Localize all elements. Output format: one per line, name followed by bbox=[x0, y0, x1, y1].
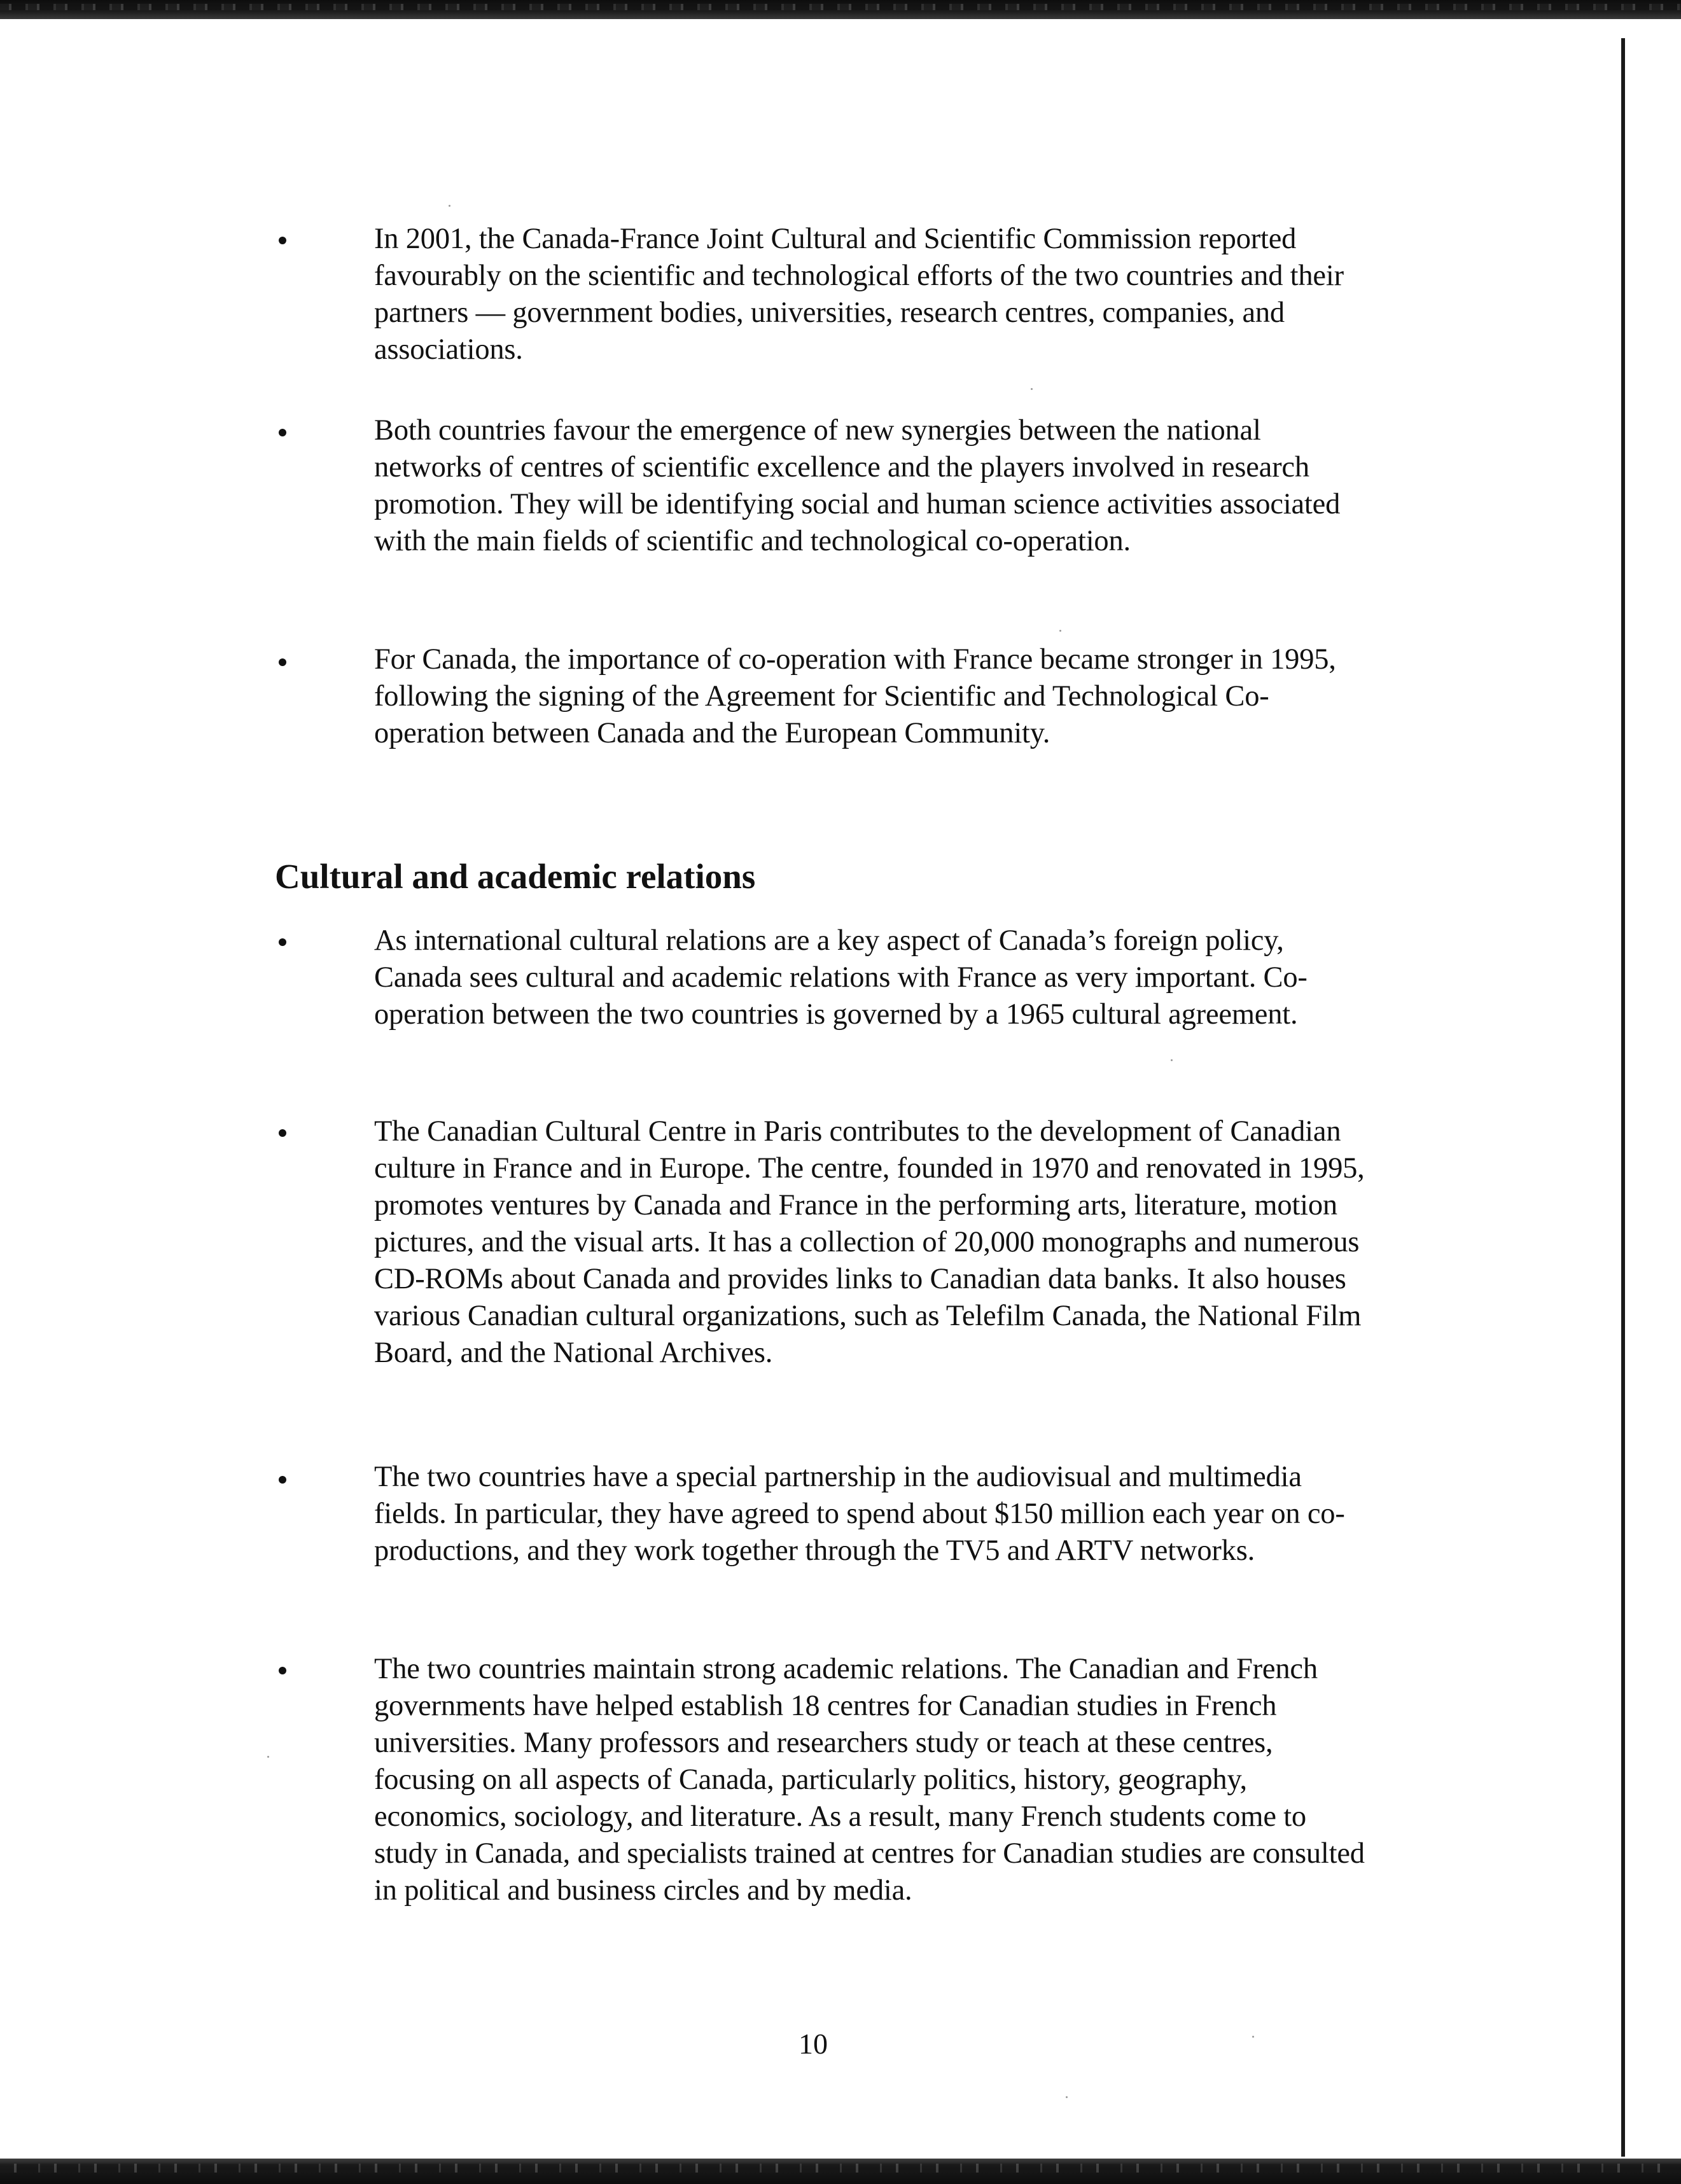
bullet-paragraph: The two countries maintain strong academic relations. The Canadian and French governments have helped establish 18 centres for Canadian studies in French universities. Many professors and researchers study or teach at these centres, focusing on all aspects of Canada, particularly politics, history, geography, economics, sociology, and literature. As a result, many French students come to study in Canada, and specialists trained at centres for Canadian studies are consulted in political and business circles and by media. bbox=[374, 1653, 1365, 1907]
bullet-marker bbox=[279, 658, 286, 666]
bullet-paragraph: As international cultural relations are a key aspect of Canada’s foreign policy, Canada sees cultural and academic relations with France as very important. Co-operation between the two countries is governed by a 1965 cultural agreement. bbox=[374, 924, 1308, 1031]
page-number: 10 bbox=[799, 2028, 828, 2060]
section-heading: Cultural and academic relations bbox=[275, 857, 756, 896]
bullet-marker bbox=[279, 1667, 286, 1674]
bullet-paragraph: The two countries have a special partnership in the audiovisual and multimedia fields. In particular, they have agreed to spend about $150 million each year on co-productions, and they work together through the TV5 and ARTV networks. bbox=[374, 1461, 1345, 1567]
scan-speck bbox=[267, 1756, 269, 1758]
scan-speck bbox=[1066, 2096, 1068, 2098]
scan-speck bbox=[449, 205, 450, 207]
bullet-marker bbox=[279, 429, 286, 436]
scan-speck bbox=[1252, 2036, 1254, 2038]
bullet-marker bbox=[279, 237, 286, 244]
bullet-marker bbox=[279, 938, 286, 946]
bullet-marker bbox=[279, 1476, 286, 1484]
scan-speck bbox=[1031, 388, 1033, 390]
scan-border-right bbox=[1621, 38, 1625, 2157]
bullet-paragraph: In 2001, the Canada-France Joint Cultural and Scientific Commission reported favourably on the scientific and technological efforts of the two countries and their partners — government bodies, universities, research centres, companies, and associations. bbox=[374, 223, 1344, 366]
scan-speck bbox=[1171, 1059, 1173, 1061]
scan-border-bottom bbox=[0, 2159, 1681, 2184]
bullet-marker bbox=[279, 1129, 286, 1137]
bullet-paragraph: Both countries favour the emergence of new synergies between the national networks of centres of scientific excellence and the players involved in research promotion. They will be identifying social and human science activities associated with the main fields of scientific and technological co-operation. bbox=[374, 414, 1341, 557]
scan-speck bbox=[1059, 630, 1061, 632]
bullet-paragraph: For Canada, the importance of co-operation with France became stronger in 1995, following the signing of the Agreement for Scientific and Technological Co-operation between Canada and the European Community. bbox=[374, 643, 1336, 749]
bullet-paragraph: The Canadian Cultural Centre in Paris contributes to the development of Canadian culture in France and in Europe. The centre, founded in 1970 and renovated in 1995, promotes ventures by Canada and France in the performing arts, literature, motion pictures, and the visual arts. It has a collection of 20,000 monographs and numerous CD-ROMs about Canada and provides links to Canadian data banks. It also houses various Canadian cultural organizations, such as Telefilm Canada, the National Film Board, and the National Archives. bbox=[374, 1115, 1365, 1369]
